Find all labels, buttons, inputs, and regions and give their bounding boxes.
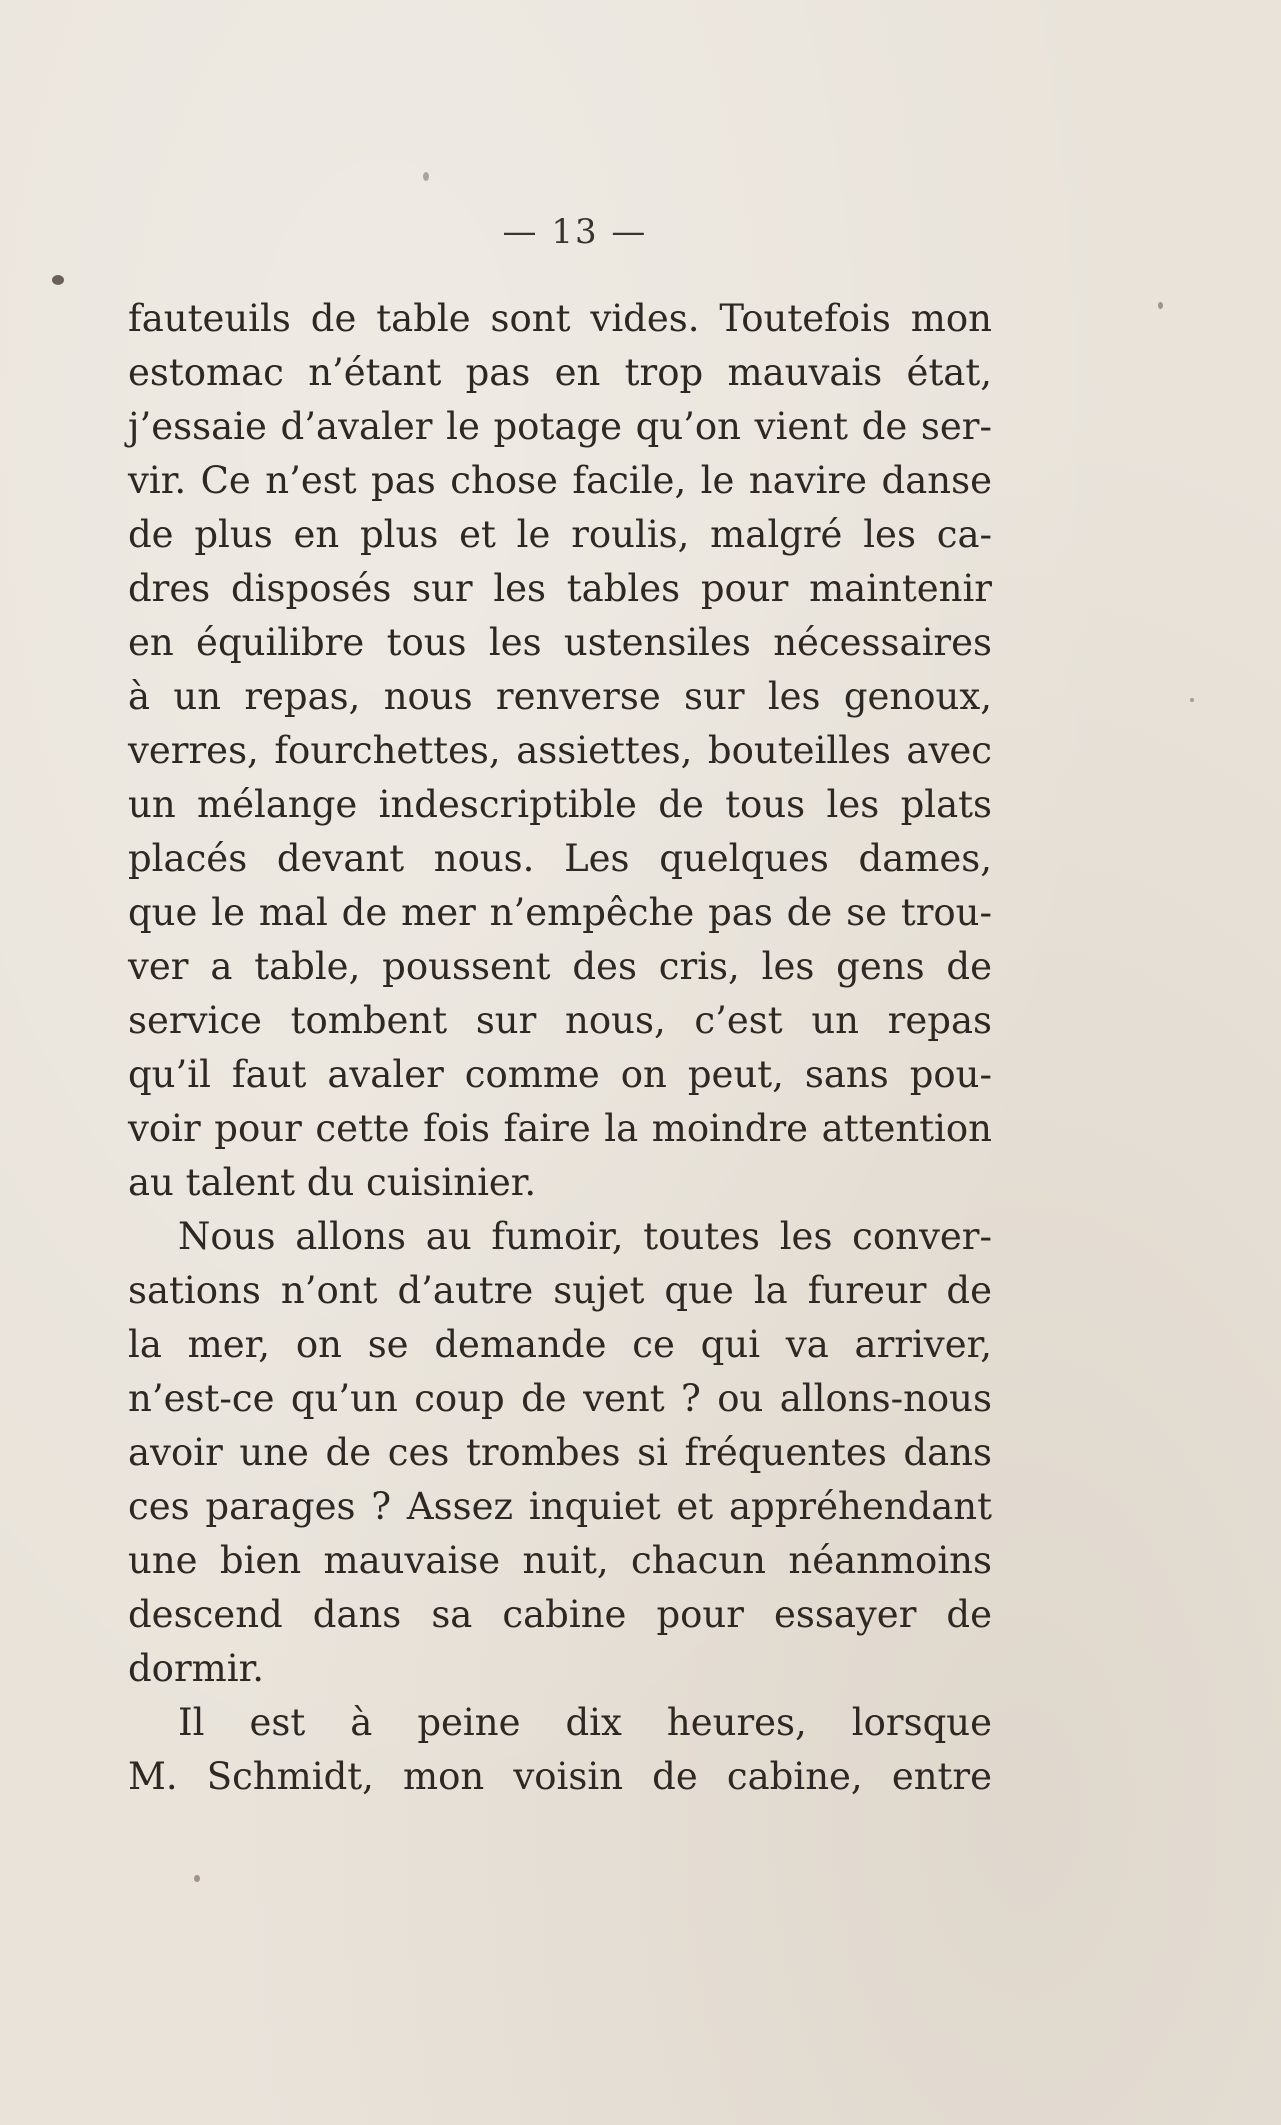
text-line: j’essaie d’avaler le potage qu’on vient de ser-	[128, 405, 992, 448]
paper-speck	[194, 1875, 200, 1882]
text-line: dres disposés sur les tables pour maintenir	[128, 567, 992, 610]
text-line: qu’il faut avaler comme on peut, sans pou-	[128, 1053, 992, 1096]
text-line: service tombent sur nous, c’est un repas	[128, 999, 992, 1042]
text-line: sations n’ont d’autre sujet que la fureur de	[128, 1269, 992, 1312]
page-number: — 13 —	[502, 212, 648, 252]
text-line: une bien mauvaise nuit, chacun néanmoins	[128, 1539, 992, 1582]
text-line: descend dans sa cabine pour essayer de	[128, 1593, 992, 1636]
text-line: un mélange indescriptible de tous les plats	[128, 783, 992, 826]
text-line: ces parages ? Assez inquiet et appréhendant	[128, 1485, 992, 1528]
text-line: estomac n’étant pas en trop mauvais état,	[128, 351, 992, 394]
text-line: fauteuils de table sont vides. Toutefois mon	[128, 297, 992, 340]
text-line: vir. Ce n’est pas chose facile, le navire danse	[128, 459, 992, 502]
text-line: de plus en plus et le roulis, malgré les ca-	[128, 513, 992, 556]
text-line: placés devant nous. Les quelques dames,	[128, 837, 992, 880]
paper-speck	[423, 172, 429, 181]
text-line: au talent du cuisinier.	[128, 1161, 537, 1204]
text-line: M. Schmidt, mon voisin de cabine, entre	[128, 1755, 992, 1798]
text-line: n’est-ce qu’un coup de vent ? ou allons-nous	[128, 1377, 992, 1420]
text-line: la mer, on se demande ce qui va arriver,	[128, 1323, 992, 1366]
paper-speck	[1190, 698, 1194, 702]
text-line: ver a table, poussent des cris, les gens de	[128, 945, 992, 988]
text-line: dormir.	[128, 1647, 264, 1690]
text-line: Nous allons au fumoir, toutes les conver-	[178, 1215, 992, 1258]
text-line: en équilibre tous les ustensiles nécessaires	[128, 621, 992, 664]
text-line: avoir une de ces trombes si fréquentes dans	[128, 1431, 992, 1474]
text-line: verres, fourchettes, assiettes, bouteilles avec	[128, 729, 992, 772]
paper-speck	[52, 275, 64, 285]
text-line: Il est à peine dix heures, lorsque	[178, 1701, 992, 1744]
text-line: que le mal de mer n’empêche pas de se trou-	[128, 891, 992, 934]
text-line: voir pour cette fois faire la moindre attention	[128, 1107, 992, 1150]
paper-speck	[1158, 302, 1163, 309]
text-line: à un repas, nous renverse sur les genoux,	[128, 675, 992, 718]
body-text	[128, 292, 992, 1804]
